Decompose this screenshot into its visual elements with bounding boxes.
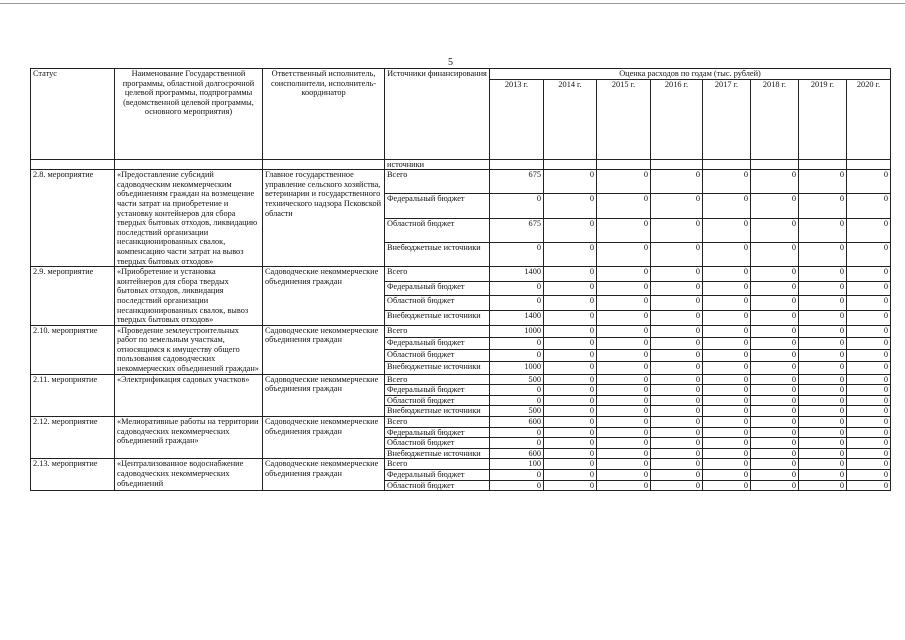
cell-value: 0	[703, 438, 751, 449]
cell-value: 0	[799, 311, 847, 326]
cell-value: 0	[847, 374, 891, 385]
continuation-text: источники	[385, 159, 490, 170]
cell-value: 0	[651, 427, 703, 438]
cell-value: 0	[799, 470, 847, 481]
cell-value: 0	[703, 311, 751, 326]
cell-value: 0	[799, 480, 847, 491]
cell-value: 0	[703, 337, 751, 349]
cell-value: 0	[799, 427, 847, 438]
cell-value: 1000	[490, 325, 544, 337]
cell-value: 0	[847, 480, 891, 491]
continuation-row	[31, 159, 891, 170]
cell-source: Федеральный бюджет	[385, 427, 490, 438]
cell-value: 0	[597, 337, 651, 349]
cell-value: 0	[751, 325, 799, 337]
cell-value: 0	[751, 395, 799, 406]
cell-value: 675	[490, 218, 544, 242]
cell-value: 0	[703, 281, 751, 296]
cell-value: 0	[703, 374, 751, 385]
cell-value: 0	[799, 242, 847, 266]
cell-value: 0	[847, 395, 891, 406]
cell-value: 0	[490, 427, 544, 438]
cell-responsible: Садоводческие некоммерческие объединения граждан	[263, 417, 385, 459]
cell-source: Внебюджетные источники	[385, 362, 490, 374]
header-status: Статус	[31, 69, 115, 160]
cell-value: 0	[544, 267, 597, 282]
cell-source: Всего	[385, 170, 490, 194]
cell-value: 0	[651, 170, 703, 194]
cell-value: 0	[597, 417, 651, 428]
cell-value: 0	[544, 480, 597, 491]
cell-value: 0	[597, 311, 651, 326]
cell-value: 0	[799, 374, 847, 385]
cell-source: Внебюджетные источники	[385, 311, 490, 326]
cell-source: Всего	[385, 459, 490, 470]
cell-responsible: Садоводческие некоммерческие объединения граждан	[263, 267, 385, 326]
cell-source: Всего	[385, 417, 490, 428]
header-year: 2016 г.	[651, 79, 703, 159]
cell-responsible: Главное государственное управление сельского хозяйства, ветеринарии и государственного технического надзора Псковской области	[263, 170, 385, 267]
cell-value: 0	[544, 395, 597, 406]
cell-value: 0	[651, 385, 703, 396]
cell-value: 0	[597, 242, 651, 266]
cell-value: 0	[544, 470, 597, 481]
cell-value: 0	[847, 459, 891, 470]
cell-value: 0	[703, 385, 751, 396]
table-row	[31, 417, 891, 428]
header-name: Наименование Государственной программы, областной долгосрочной целевой программы, подпрограммы (ведомственной целевой программы, основного мероприятия)	[115, 69, 263, 160]
cell-value: 0	[751, 242, 799, 266]
cell-value: 0	[651, 374, 703, 385]
cell-value: 0	[847, 362, 891, 374]
cell-value: 0	[799, 448, 847, 459]
cell-value: 0	[847, 170, 891, 194]
cell-value: 0	[544, 385, 597, 396]
cell-value: 0	[799, 281, 847, 296]
cell-name: «Предоставление субсидий садоводческим некоммерческим объединениям граждан на возмещение части затрат на приобретение и установку контейнеров для сбора твердых бытовых отходов, ликвидацию последствий организации несанкционированных свалок, компенсацию части затрат на вывоз твердых бытовых отходов»	[115, 170, 263, 267]
cell-value: 0	[703, 242, 751, 266]
cell-value: 0	[751, 350, 799, 362]
cell-value: 0	[847, 350, 891, 362]
cell-value: 500	[490, 374, 544, 385]
cell-value: 0	[651, 337, 703, 349]
cell-value: 0	[847, 448, 891, 459]
page-number: 5	[448, 57, 453, 68]
cell-source: Всего	[385, 374, 490, 385]
cell-value: 0	[544, 427, 597, 438]
table-row	[31, 325, 891, 337]
cell-value: 0	[597, 480, 651, 491]
header-year: 2019 г.	[799, 79, 847, 159]
cell-value: 0	[490, 395, 544, 406]
cell-value: 0	[751, 296, 799, 311]
cell-name: «Электрификация садовых участков»	[115, 374, 263, 416]
cell-value: 0	[490, 480, 544, 491]
cell-value: 0	[597, 281, 651, 296]
cell-value: 0	[799, 385, 847, 396]
cell-value: 0	[597, 427, 651, 438]
cell-value: 0	[651, 267, 703, 282]
cell-value: 0	[490, 337, 544, 349]
cell-value: 0	[799, 459, 847, 470]
cell-value: 0	[544, 438, 597, 449]
cell-value: 0	[651, 417, 703, 428]
cell-value: 0	[597, 470, 651, 481]
cell-value: 0	[544, 337, 597, 349]
cell-value: 0	[651, 448, 703, 459]
cell-value: 0	[651, 480, 703, 491]
cell-value: 0	[703, 448, 751, 459]
cell-value: 0	[651, 194, 703, 218]
cell-value: 0	[703, 350, 751, 362]
cell-value: 0	[847, 281, 891, 296]
cell-responsible: Садоводческие некоммерческие объединения граждан	[263, 459, 385, 491]
cell-value: 0	[847, 311, 891, 326]
cell-value: 1400	[490, 311, 544, 326]
cell-source: Областной бюджет	[385, 218, 490, 242]
header-responsible: Ответственный исполнитель, соисполнители, исполнитель-координатор	[263, 69, 385, 160]
cell-value: 0	[703, 362, 751, 374]
table-row	[31, 374, 891, 385]
cell-source: Областной бюджет	[385, 480, 490, 491]
cell-value: 0	[751, 438, 799, 449]
cell-value: 0	[847, 417, 891, 428]
cell-value: 0	[544, 374, 597, 385]
cell-status: 2.10. мероприятие	[31, 325, 115, 374]
cell-value: 0	[847, 406, 891, 417]
cell-value: 0	[597, 459, 651, 470]
cell-value: 0	[847, 337, 891, 349]
cell-value: 0	[751, 267, 799, 282]
cell-value: 0	[847, 296, 891, 311]
cell-value: 0	[847, 438, 891, 449]
cell-value: 0	[597, 448, 651, 459]
cell-value: 0	[544, 242, 597, 266]
cell-value: 0	[703, 480, 751, 491]
cell-source: Федеральный бюджет	[385, 337, 490, 349]
cell-value: 0	[751, 406, 799, 417]
scan-edge-line	[0, 3, 905, 4]
cell-value: 0	[703, 194, 751, 218]
cell-value: 0	[751, 374, 799, 385]
cell-value: 0	[597, 325, 651, 337]
cell-value: 0	[751, 427, 799, 438]
cell-value: 0	[651, 281, 703, 296]
cell-status: 2.9. мероприятие	[31, 267, 115, 326]
cell-source: Областной бюджет	[385, 296, 490, 311]
cell-name: «Приобретение и установка контейнеров для сбора твердых бытовых отходов, ликвидация последствий организации несанкционированных свалок, вывоз твердых бытовых отходов»	[115, 267, 263, 326]
cell-value: 0	[751, 470, 799, 481]
cell-value: 0	[847, 242, 891, 266]
cell-value: 0	[751, 281, 799, 296]
cell-value: 0	[490, 470, 544, 481]
cell-value: 0	[651, 311, 703, 326]
cell-value: 0	[597, 362, 651, 374]
cell-value: 0	[651, 470, 703, 481]
table-row	[31, 459, 891, 470]
cell-value: 0	[847, 470, 891, 481]
cell-value: 0	[597, 438, 651, 449]
cell-source: Всего	[385, 325, 490, 337]
cell-value: 0	[544, 406, 597, 417]
cell-value: 0	[799, 170, 847, 194]
cell-value: 0	[544, 296, 597, 311]
table-row	[31, 267, 891, 282]
cell-source: Внебюджетные источники	[385, 242, 490, 266]
cell-value: 0	[597, 374, 651, 385]
cell-value: 0	[597, 267, 651, 282]
cell-value: 0	[544, 218, 597, 242]
cell-status: 2.12. мероприятие	[31, 417, 115, 459]
header-year: 2013 г.	[490, 79, 544, 159]
cell-name: «Проведение землеустроительных работ по земельным участкам, относящимся к имуществу общего пользования садоводческих некоммерческих объединений граждан»	[115, 325, 263, 374]
cell-value: 0	[799, 362, 847, 374]
cell-value: 1000	[490, 362, 544, 374]
cell-value: 0	[544, 170, 597, 194]
cell-value: 0	[651, 242, 703, 266]
cell-value: 0	[751, 480, 799, 491]
cell-value: 0	[544, 325, 597, 337]
cell-value: 675	[490, 170, 544, 194]
cell-value: 0	[597, 395, 651, 406]
cell-value: 0	[544, 350, 597, 362]
cell-value: 0	[651, 362, 703, 374]
cell-name: «Мелиоративные работы на территории садоводческих некоммерческих объединений граждан»	[115, 417, 263, 459]
cell-source: Всего	[385, 267, 490, 282]
cell-value: 0	[703, 296, 751, 311]
cell-source: Областной бюджет	[385, 438, 490, 449]
cell-value: 0	[490, 194, 544, 218]
cell-value: 600	[490, 417, 544, 428]
cell-value: 600	[490, 448, 544, 459]
cell-value: 0	[544, 194, 597, 218]
cell-responsible: Садоводческие некоммерческие объединения граждан	[263, 325, 385, 374]
cell-value: 0	[751, 417, 799, 428]
cell-value: 0	[799, 395, 847, 406]
cell-source: Областной бюджет	[385, 350, 490, 362]
cell-value: 0	[703, 267, 751, 282]
cell-value: 0	[490, 350, 544, 362]
cell-value: 0	[651, 296, 703, 311]
cell-source: Федеральный бюджет	[385, 194, 490, 218]
cell-value: 0	[799, 438, 847, 449]
cell-value: 0	[799, 350, 847, 362]
cell-name: «Централизованное водоснабжение садоводческих некоммерческих объединений	[115, 459, 263, 491]
cell-value: 0	[544, 362, 597, 374]
cell-value: 0	[651, 459, 703, 470]
cell-value: 0	[490, 296, 544, 311]
cell-value: 0	[751, 362, 799, 374]
header-year: 2015 г.	[597, 79, 651, 159]
cell-value: 0	[544, 311, 597, 326]
cell-value: 0	[597, 296, 651, 311]
cell-source: Внебюджетные источники	[385, 406, 490, 417]
cell-value: 0	[847, 218, 891, 242]
cell-value: 0	[703, 417, 751, 428]
cell-value: 0	[597, 385, 651, 396]
cell-value: 0	[847, 385, 891, 396]
cell-value: 0	[597, 218, 651, 242]
cell-value: 0	[751, 448, 799, 459]
cell-value: 0	[799, 325, 847, 337]
cell-value: 0	[490, 242, 544, 266]
cell-value: 0	[799, 417, 847, 428]
cell-value: 0	[651, 438, 703, 449]
table-body	[31, 159, 891, 491]
header-year: 2014 г.	[544, 79, 597, 159]
header-year: 2020 г.	[847, 79, 891, 159]
cell-source: Областной бюджет	[385, 395, 490, 406]
cell-value: 0	[703, 470, 751, 481]
cell-value: 0	[703, 427, 751, 438]
cell-value: 0	[751, 311, 799, 326]
cell-value: 0	[651, 325, 703, 337]
cell-value: 0	[751, 218, 799, 242]
cell-source: Внебюджетные источники	[385, 448, 490, 459]
cell-value: 0	[751, 385, 799, 396]
cell-value: 0	[799, 406, 847, 417]
cell-status: 2.11. мероприятие	[31, 374, 115, 416]
cell-value: 0	[703, 395, 751, 406]
cell-value: 0	[703, 325, 751, 337]
cell-value: 100	[490, 459, 544, 470]
cell-value: 0	[751, 337, 799, 349]
header-year: 2017 г.	[703, 79, 751, 159]
cell-value: 0	[490, 385, 544, 396]
cell-value: 0	[847, 267, 891, 282]
table-row	[31, 170, 891, 194]
cell-value: 0	[490, 438, 544, 449]
header-sources: Источники финансирования	[385, 69, 490, 160]
cell-value: 0	[544, 281, 597, 296]
expenditure-table	[30, 68, 891, 491]
cell-value: 0	[597, 350, 651, 362]
cell-value: 0	[651, 218, 703, 242]
cell-value: 0	[651, 395, 703, 406]
cell-responsible: Садоводческие некоммерческие объединения граждан	[263, 374, 385, 416]
cell-value: 0	[544, 459, 597, 470]
cell-value: 0	[544, 417, 597, 428]
cell-source: Федеральный бюджет	[385, 281, 490, 296]
cell-value: 0	[703, 170, 751, 194]
cell-value: 0	[703, 459, 751, 470]
header-year: 2018 г.	[751, 79, 799, 159]
cell-value: 0	[651, 350, 703, 362]
cell-status: 2.8. мероприятие	[31, 170, 115, 267]
header-estimate: Оценка расходов по годам (тыс. рублей)	[490, 69, 891, 80]
cell-value: 0	[703, 406, 751, 417]
cell-value: 0	[597, 170, 651, 194]
cell-value: 0	[751, 194, 799, 218]
cell-value: 500	[490, 406, 544, 417]
cell-value: 0	[799, 194, 847, 218]
cell-value: 0	[751, 170, 799, 194]
cell-value: 0	[703, 218, 751, 242]
cell-value: 0	[799, 218, 847, 242]
cell-value: 0	[847, 325, 891, 337]
cell-value: 0	[799, 267, 847, 282]
cell-source: Федеральный бюджет	[385, 385, 490, 396]
cell-source: Федеральный бюджет	[385, 470, 490, 481]
cell-value: 0	[490, 281, 544, 296]
cell-value: 0	[847, 427, 891, 438]
cell-value: 0	[799, 337, 847, 349]
cell-value: 0	[751, 459, 799, 470]
cell-value: 1400	[490, 267, 544, 282]
cell-value: 0	[847, 194, 891, 218]
cell-value: 0	[597, 194, 651, 218]
cell-status: 2.13. мероприятие	[31, 459, 115, 491]
cell-value: 0	[544, 448, 597, 459]
cell-value: 0	[799, 296, 847, 311]
cell-value: 0	[651, 406, 703, 417]
cell-value: 0	[597, 406, 651, 417]
